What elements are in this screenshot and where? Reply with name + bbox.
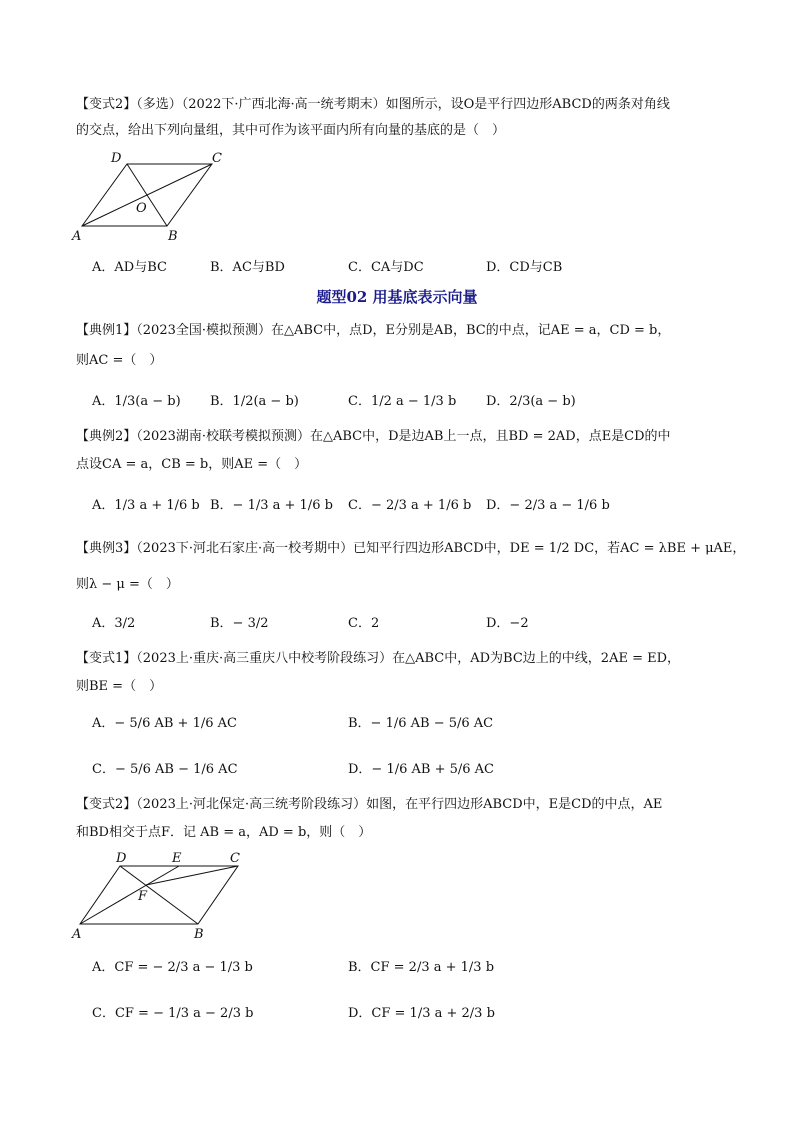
question-text-line: 【变式1】（2023上·重庆·高三重庆八中校考阶段练习）在△ABC中，AD为BC边上的中线，2AE = ED，: [76, 651, 681, 666]
question-text-line: 【典例1】（2023全国·模拟预测）在△ABC中，点D，E分别是AB，BC的中点，记AE = a，CD = b，: [76, 323, 671, 338]
question-text-line: 【变式2】（2023上·河北保定·高三统考阶段练习）如图，在平行四边形ABCD中，E是CD的中点，AE: [76, 797, 663, 812]
parallelogram-figure-2: [68, 846, 258, 942]
option-b[interactable]: B．1/2(a − b): [210, 394, 299, 409]
option-a[interactable]: A．3/2: [92, 616, 136, 631]
option-a[interactable]: A．CF = − 2/3 a − 1/3 b: [92, 960, 253, 975]
label-d: D: [111, 151, 122, 166]
option-c[interactable]: C．2: [348, 616, 380, 631]
label-b: B: [194, 927, 204, 942]
question-text-line: 【变式2】（多选）（2022下·广西北海·高一统考期末）如图所示，设O是平行四边形ABCD的两条对角线: [76, 97, 670, 112]
question-text-line: 点设CA = a，CB = b，则AE =（ ）: [76, 457, 308, 472]
question-text-line: 和BD相交于点F．记 AB = a，AD = b，则（ ）: [76, 825, 372, 840]
option-c[interactable]: C．CA与DC: [348, 260, 424, 275]
label-b: B: [168, 229, 178, 242]
label-e: E: [172, 851, 182, 866]
diagonal-bd: [120, 866, 198, 924]
option-b[interactable]: B．CF = 2/3 a + 1/3 b: [348, 960, 495, 975]
label-c: C: [230, 851, 240, 866]
question-text-line: 则AC =（ ）: [76, 353, 163, 368]
option-c[interactable]: C．CF = − 1/3 a − 2/3 b: [92, 1006, 254, 1021]
question-text-line: 【典例2】（2023湖南·校联考模拟预测）在△ABC中，D是边AB上一点，且BD = 2AD，点E是CD的中: [76, 429, 671, 444]
option-c[interactable]: C．− 5/6 AB − 1/6 AC: [92, 762, 238, 777]
question-text-line: 则λ − μ =（ ）: [76, 577, 179, 592]
option-a[interactable]: A．1/3(a − b): [92, 394, 181, 409]
option-d[interactable]: D．−2: [486, 616, 529, 631]
option-d[interactable]: D．− 2/3 a − 1/6 b: [486, 498, 610, 513]
label-a: A: [72, 927, 82, 942]
section-title: 题型02 用基底表示向量: [316, 288, 478, 306]
label-d: D: [116, 851, 127, 866]
option-d[interactable]: D．− 1/6 AB + 5/6 AC: [348, 762, 494, 777]
option-a[interactable]: A．− 5/6 AB + 1/6 AC: [92, 716, 237, 731]
option-b[interactable]: B．AC与BD: [210, 260, 285, 275]
option-d[interactable]: D．CF = 1/3 a + 2/3 b: [348, 1006, 495, 1021]
option-d[interactable]: D．2/3(a − b): [486, 394, 576, 409]
option-b[interactable]: B．− 3/2: [210, 616, 269, 631]
label-a: A: [72, 229, 82, 242]
segment-ae: [80, 866, 179, 924]
option-a[interactable]: A．AD与BC: [92, 260, 167, 275]
label-f: F: [138, 889, 148, 904]
option-a[interactable]: A．1/3 a + 1/6 b: [92, 498, 200, 513]
question-text-line: 【典例3】（2023下·河北石家庄·高一校考期中）已知平行四边形ABCD中，DE = 1/2 DC，若AC = λBE + μAE，: [76, 541, 746, 556]
label-c: C: [212, 151, 222, 166]
option-c[interactable]: C．1/2 a − 1/3 b: [348, 394, 457, 409]
question-text-line: 则BE =（ ）: [76, 679, 163, 694]
question-text-line: 的交点，给出下列向量组，其中可作为该平面内所有向量的基底的是（ ）: [76, 123, 506, 138]
diagonal-bd: [127, 164, 167, 226]
option-c[interactable]: C．− 2/3 a + 1/6 b: [348, 498, 472, 513]
segment-fc: [146, 866, 238, 885]
option-b[interactable]: B．− 1/3 a + 1/6 b: [210, 498, 333, 513]
parallelogram-figure-1: [70, 146, 230, 242]
option-b[interactable]: B．− 1/6 AB − 5/6 AC: [348, 716, 494, 731]
option-d[interactable]: D．CD与CB: [486, 260, 563, 275]
label-o: O: [136, 201, 147, 216]
